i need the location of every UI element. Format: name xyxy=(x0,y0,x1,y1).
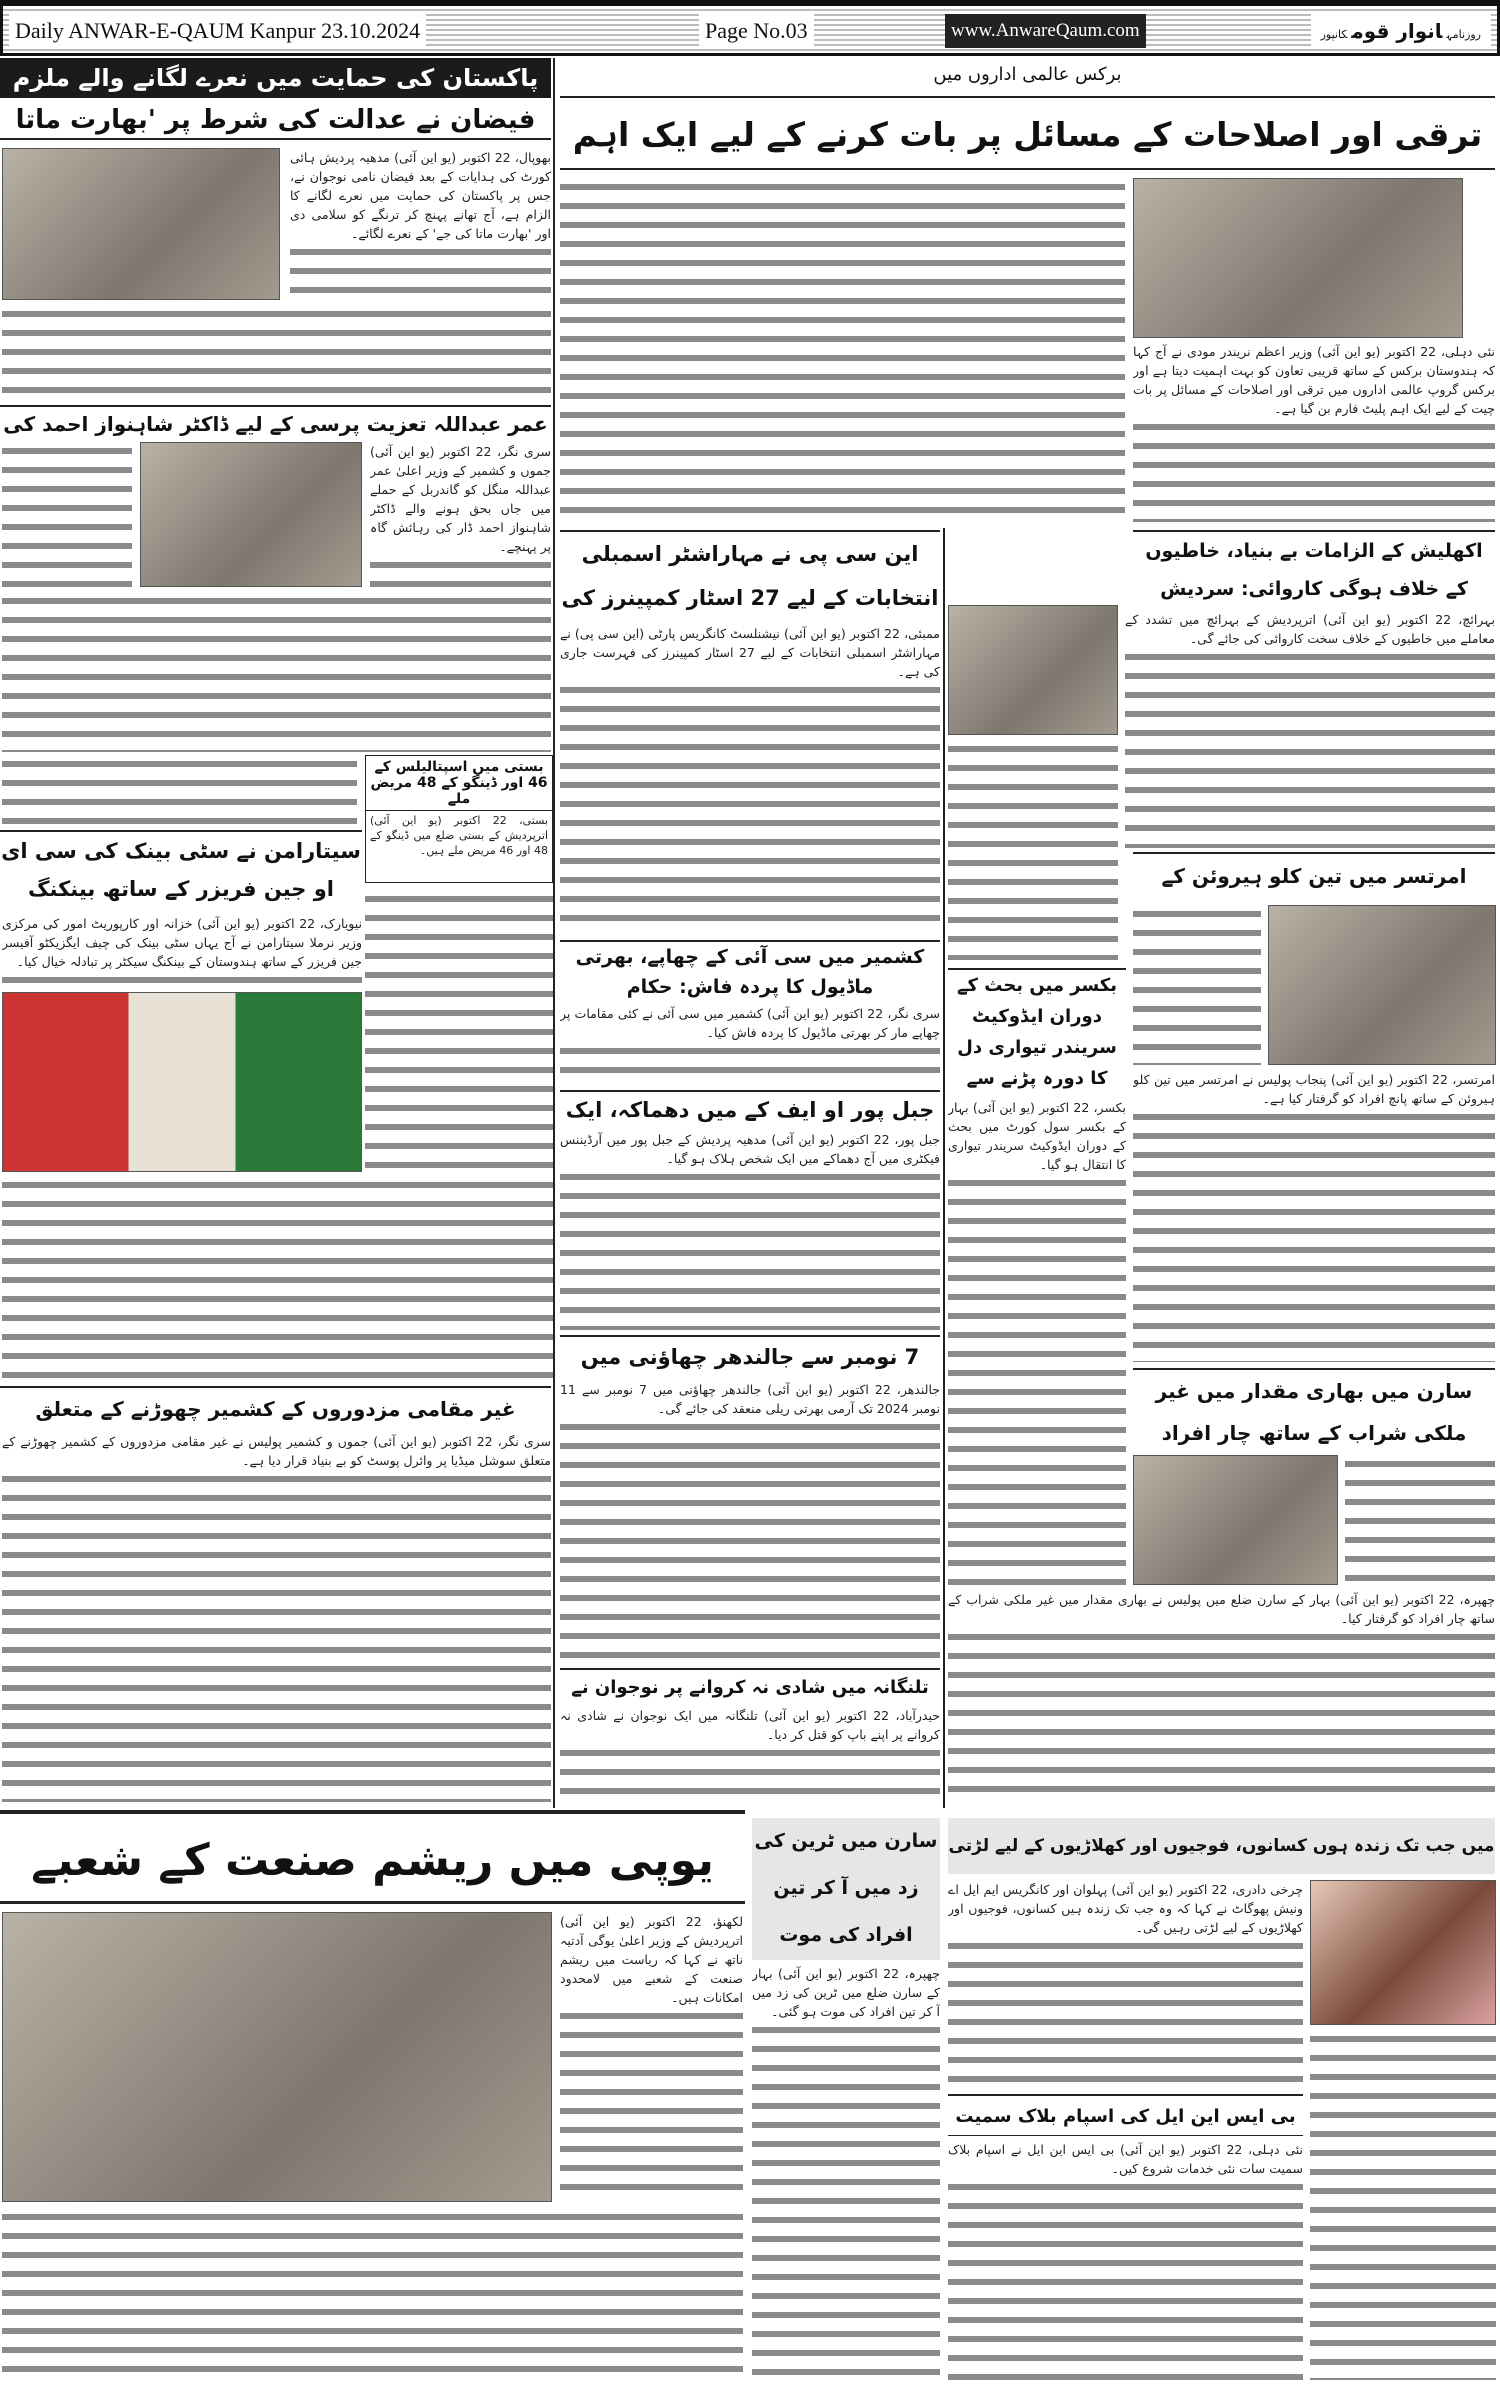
story-headline: کشمیر میں سی آئی کے چھاپے، بھرتی ماڈیول کا پردہ فاش: حکام xyxy=(560,940,940,1000)
story-body-cont xyxy=(560,178,1125,523)
photo-yogi xyxy=(2,1912,552,2202)
masthead-city: کانپور xyxy=(1320,28,1348,41)
story-headline: 7 نومبر سے جالندھر چھاؤنی میں xyxy=(560,1335,940,1375)
story-headline: جبل پور او ایف کے میں دھماکہ، ایک xyxy=(560,1090,940,1126)
story-body xyxy=(1133,1070,1495,1362)
story-body xyxy=(560,1706,940,1804)
story-body xyxy=(370,442,551,587)
page-number: Page No.03 xyxy=(699,14,814,48)
story-headline: امرتسر میں تین کلو ہیروئن کے xyxy=(1133,852,1495,896)
story-headline: غیر مقامی مزدوروں کے کشمیر چھوڑنے کے متعلق xyxy=(0,1386,551,1428)
photo-saran-liquor xyxy=(1133,1455,1338,1585)
story-lead: سری نگر، 22 اکتوبر (یو این آئی) کشمیر میں سی آئی نے کئی مقامات پر چھاپے مار کر بھرتی ماڈیول کا پردہ فاش کیا۔ xyxy=(560,1006,940,1040)
story-lead: بہرائچ، 22 اکتوبر (یو این آئی) اترپردیش کے بہرائچ میں تشدد کے معاملے میں خاطیوں کے خلاف سخت کاروائی کی جائے گی۔ xyxy=(1125,612,1495,646)
story-body xyxy=(948,1098,1126,1658)
column-divider xyxy=(943,528,945,1808)
story-lead: چھپرہ، 22 اکتوبر (یو این آئی) بہار کے سارن ضلع میں ٹرین کی زد میں آ کر تین افراد کی موت ہو گئی۔ xyxy=(752,1966,940,2019)
story-lead: نیویارک، 22 اکتوبر (یو این آئی) خزانہ اور کارپوریٹ امور کی مرکزی وزیر نرملا سیتارامن نے آج یہاں سٹی بینک کی چیف ایگزیکٹو آفیسر جین فریزر کے ساتھ ہندوستان کے بینکنگ سیکٹر پر تبادلہ خیال کیا۔ xyxy=(2,916,362,969)
edition-label: Daily ANWAR-E-QAUM Kanpur 23.10.2024 xyxy=(9,14,426,48)
story-body xyxy=(1345,1455,1495,1585)
photo-vinesh xyxy=(1310,1880,1496,2025)
story-body xyxy=(560,624,940,934)
story-body-cont xyxy=(1310,2030,1496,2380)
story-lead: نئی دہلی، 22 اکتوبر (یو این آئی) بی ایس این ایل نے اسپام بلاک سمیت سات نئی خدمات شروع کیں۔ xyxy=(948,2142,1303,2176)
story-body xyxy=(560,1130,940,1330)
story-headline: بستی میں اسپتالیلس کے 46 اور ڈینگو کے 48 مریض ملے xyxy=(366,756,552,811)
website-link[interactable]: www.AnwareQaum.com xyxy=(945,14,1146,48)
story-body xyxy=(1133,905,1261,1065)
story-headline: این سی پی نے مہاراشٹر اسمبلی انتخابات کے لیے 27 اسٹار کمپینرز کی xyxy=(560,530,940,620)
story-body xyxy=(560,1380,940,1665)
story-headline: میں جب تک زندہ ہوں کسانوں، فوجیوں اور کھلاڑیوں کے لیے لڑتی xyxy=(948,1818,1495,1874)
story-headline: تلنگانہ میں شادی نہ کروانے پر نوجوان نے xyxy=(560,1668,940,1704)
story-headline: سیتارامن نے سٹی بینک کی سی ای او جین فریزر کے ساتھ بینکنگ xyxy=(0,830,362,910)
story-body xyxy=(560,1912,743,2202)
story-body xyxy=(2,442,132,587)
story-lead: جبل پور، 22 اکتوبر (یو این آئی) مدھیہ پردیش کے جبل پور میں آرڈیننس فیکٹری میں آج دھماکے میں ایک شخص ہلاک ہو گیا۔ xyxy=(560,1132,940,1166)
story-body xyxy=(948,1590,1495,1802)
story-kicker: پاکستان کی حمایت میں نعرے لگانے والے ملزم xyxy=(0,58,551,98)
story-headline: ترقی اور اصلاحات کے مسائل پر بات کرنے کے لیے ایک اہم xyxy=(560,96,1495,170)
story-lead: ممبئی، 22 اکتوبر (یو این آئی) نیشنلسٹ کانگریس پارٹی (این سی پی) نے مہاراشٹر اسمبلی انتخابات کے لیے 27 اسٹار کمپینرز کی فہرست جاری کی ہے۔ xyxy=(560,626,940,679)
story-body xyxy=(560,1004,940,1086)
story-lead: جالندھر، 22 اکتوبر (یو این آئی) جالندھر چھاؤنی میں 7 نومبر سے 11 نومبر 2024 تک آرمی بھرتی ریلی منعقد کی جائے گی۔ xyxy=(560,1382,940,1416)
story-lead: چرخی دادری، 22 اکتوبر (یو این آئی) پہلوان اور کانگریس ایم ایل اے ونیش پھوگاٹ نے کہا کہ وہ جب تک زندہ ہیں کسانوں، فوجیوں اور کھلاڑیوں کے لیے لڑتی رہیں گی۔ xyxy=(948,1882,1303,1935)
story-body-cont xyxy=(2,2208,743,2380)
story-kicker: برکس عالمی اداروں میں xyxy=(933,64,1122,85)
photo-modi xyxy=(1133,178,1463,338)
photo-sitharaman xyxy=(2,992,362,1172)
story-headline: سارن میں ٹرین کی زد میں آ کر تین افراد کی موت xyxy=(752,1818,940,1960)
story-headline: یوپی میں ریشم صنعت کے شعبے xyxy=(0,1818,745,1904)
story-headline: بکسر میں بحث کے دوران ایڈوکیٹ سریندر تیواری دل کا دورہ پڑنے سے xyxy=(948,968,1126,1094)
section-divider xyxy=(0,1810,745,1814)
story-headline: عمر عبداللہ تعزیت پرسی کے لیے ڈاکٹر شاہنواز احمد کی xyxy=(0,405,551,439)
masthead-prefix: روزنامہ xyxy=(1446,28,1481,41)
photo-akhilesh xyxy=(948,605,1118,735)
story-lead: بکسر، 22 اکتوبر (یو این آئی) بہار کے بکسر سول کورٹ میں بحث کے دوران ایڈوکیٹ سریندر تیواری کا انتقال ہو گیا۔ xyxy=(948,1100,1126,1172)
column-divider xyxy=(553,58,555,1808)
story-body xyxy=(948,1880,1303,2090)
story-lead: سری نگر، 22 اکتوبر (یو این آئی) جموں و کشمیر کے وزیر اعلیٰ عمر عبداللہ منگل کو گاندربل کے حملے میں جاں بحق ہونے والے ڈاکٹر شاہنواز احمد ڈار کی رہائش گاہ پر پہنچے۔ xyxy=(370,444,551,554)
photo-faizan xyxy=(2,148,280,300)
story-body xyxy=(948,2140,1303,2380)
page-header xyxy=(0,0,1500,56)
story-body-cont xyxy=(2,1176,553,1381)
story-headline: فیضان نے عدالت کی شرط پر 'بھارت ماتا xyxy=(0,100,551,140)
story-lead: امرتسر، 22 اکتوبر (یو این آئی) پنجاب پولیس نے امرتسر میں تین کلو ہیروئن کے ساتھ پانچ افراد کو گرفتار کیا ہے۔ xyxy=(1133,1072,1495,1106)
story-lead: نئی دہلی، 22 اکتوبر (یو این آئی) وزیر اعظم نریندر مودی نے آج کہا کہ ہندوستان برکس کے ساتھ قریبی تعاون کو بہت اہمیت دیتا ہے اور برکس گروپ عالمی اداروں میں ترقی اور اصلاحات کے مسائل پر بات چیت کے لیے ایک اہم پلیٹ فارم بن گیا ہے۔ xyxy=(1133,344,1495,416)
story-body-cont xyxy=(948,740,1118,960)
story-body xyxy=(1133,342,1495,522)
story-body xyxy=(2,755,357,827)
story-body xyxy=(290,148,551,300)
story-body xyxy=(1125,610,1495,848)
photo-omar xyxy=(140,442,362,587)
story-lead: چھپرہ، 22 اکتوبر (یو این آئی) بہار کے سارن ضلع میں پولیس نے بھاری مقدار میں غیر ملکی شراب کے ساتھ چار افراد کو گرفتار کیا۔ xyxy=(948,1592,1495,1626)
story-lead: لکھنؤ، 22 اکتوبر (یو این آئی) اترپردیش کے وزیر اعلیٰ یوگی آدتیہ ناتھ نے کہا کہ ریاست میں ریشم صنعت کے شعبے میں لامحدود امکانات ہیں۔ xyxy=(560,1914,743,2005)
photo-amritsar xyxy=(1268,905,1496,1065)
masthead-logo xyxy=(1311,14,1491,48)
story-headline: اکھلیش کے الزامات بے بنیاد، خاطیوں کے خلاف ہوگی کاروائی: سردیش xyxy=(1133,530,1495,606)
story-body xyxy=(752,1964,940,2380)
story-lead: حیدرآباد، 22 اکتوبر (یو این آئی) تلنگانہ میں ایک نوجوان نے شادی نہ کروانے پر اپنے باپ کو قتل کر دیا۔ xyxy=(560,1708,940,1742)
story-lead: سری نگر، 22 اکتوبر (یو این آئی) جموں و کشمیر پولیس نے غیر مقامی مزدوروں کے کشمیر چھوڑنے کے متعلق سوشل میڈیا پر وائرل پوسٹ کو بے بنیاد قرار دیا ہے۔ xyxy=(2,1434,551,1468)
story-lead: بھوپال، 22 اکتوبر (یو این آئی) مدھیہ پردیش ہائی کورٹ کی ہدایات کے بعد فیضان نامی نوجوان نے، جس پر پاکستان کی حمایت میں نعرے لگانے کا الزام ہے، آج تھانے پہنچ کر ترنگے کو سلامی دی اور 'بھارت ماتا کی جے' کے نعرے لگائے۔ xyxy=(290,150,551,241)
story-body-cont xyxy=(2,305,551,400)
story-lead: بستی، 22 اکتوبر (یو این آئی) اترپردیش کے بستی ضلع میں ڈینگو کے 48 اور 46 مریض ملے ہیں۔ xyxy=(370,814,548,858)
masthead-title: انوار قوم xyxy=(1351,19,1443,43)
story-headline: بی ایس این ایل کی اسپام بلاک سمیت xyxy=(948,2094,1303,2136)
story-body xyxy=(2,1432,551,1802)
story-headline: سارن میں بھاری مقدار میں غیر ملکی شراب کے ساتھ چار افراد xyxy=(1133,1368,1495,1452)
story-body xyxy=(2,914,362,988)
story-body-cont xyxy=(2,592,551,752)
story-box-basti xyxy=(365,755,553,883)
